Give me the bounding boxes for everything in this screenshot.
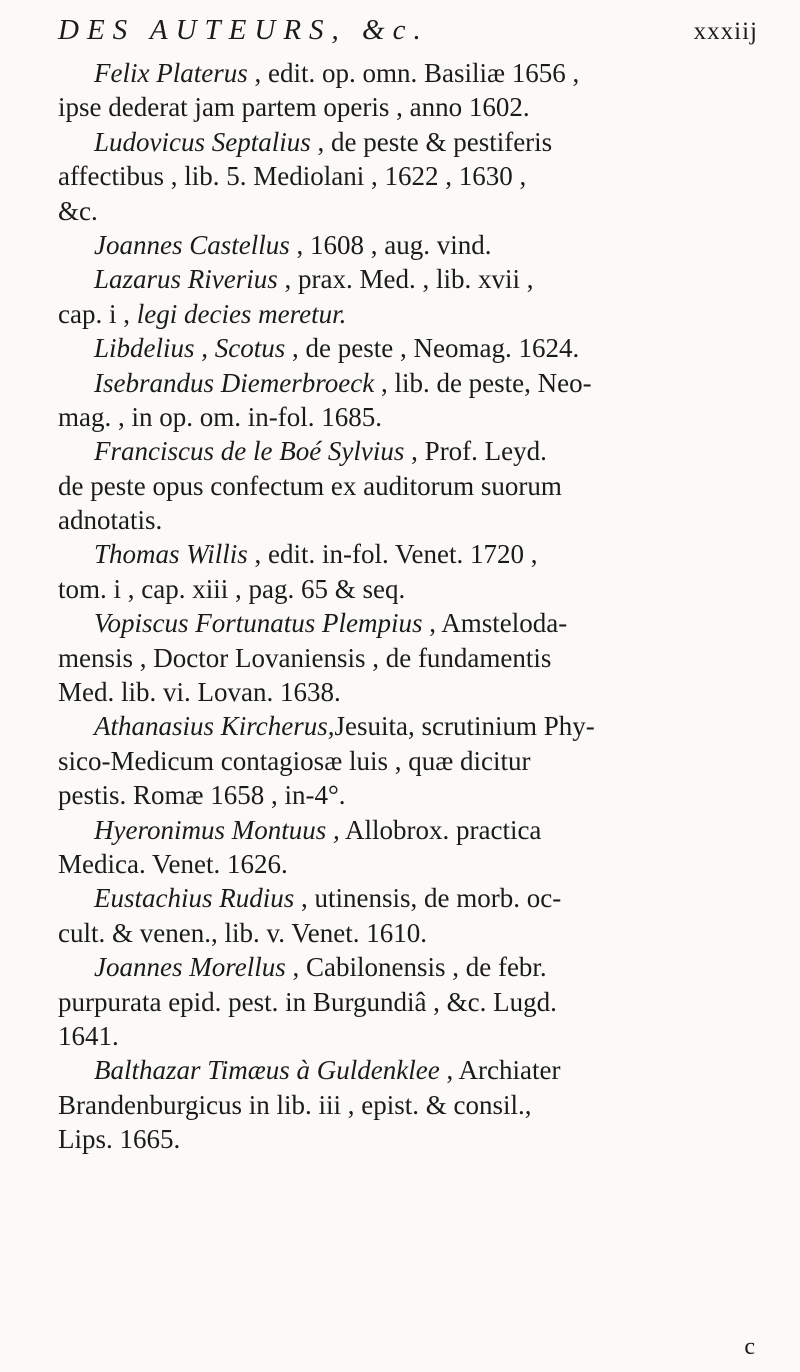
text-line <box>58 159 778 193</box>
text-line <box>58 1053 778 1087</box>
citation-text: Medica. Venet. 1626. <box>58 848 288 879</box>
citation-text: , edit. in-fol. Venet. 1720 , <box>247 539 538 570</box>
citation-text: tom. i , cap. xiii , pag. 65 & seq. <box>58 573 406 604</box>
text-line <box>58 400 778 434</box>
author-name: Ludovicus Septalius <box>94 126 311 157</box>
citation-text: , utinensis, de morb. oc- <box>294 883 562 914</box>
text-line <box>58 537 778 571</box>
text-line <box>58 709 778 743</box>
author-name: Balthazar Timæus à Guldenklee <box>94 1055 440 1086</box>
author-name: Franciscus de le Boé Sylvius <box>94 436 405 467</box>
author-name: Hyeronimus Montuus , <box>94 814 340 845</box>
citation-text: , de peste & pestiferis <box>310 126 553 157</box>
text-line <box>58 572 778 606</box>
citation-text: , de peste , Neomag. 1624. <box>285 333 580 364</box>
author-name: Joannes Castellus <box>94 229 290 260</box>
text-line <box>58 331 778 365</box>
running-title: DES AUTEURS, &c. <box>58 14 429 46</box>
author-name: Athanasius Kircherus, <box>94 711 335 742</box>
citation-text: , prax. Med. , lib. xvii , <box>277 264 534 295</box>
signature-mark: c <box>744 1334 755 1360</box>
citation-text: , lib. de peste, Neo- <box>374 367 592 398</box>
citation-text: sico-Medicum contagiosæ luis , quæ dicitur <box>58 745 531 776</box>
text-line <box>58 56 778 90</box>
author-name: Joannes Morellus <box>94 952 286 983</box>
citation-text: Allobrox. practica <box>339 814 542 845</box>
text-line <box>58 503 778 537</box>
citation-text: de peste opus confectum ex auditorum suorum <box>58 470 562 501</box>
text-line <box>58 847 778 881</box>
text-line <box>58 641 778 675</box>
author-name: Vopiscus Fortunatus Plempius <box>94 608 423 639</box>
citation-text: , Archiater <box>439 1055 561 1086</box>
citation-text: purpurata epid. pest. in Burgundiâ , &c. Lugd. <box>58 986 557 1017</box>
bibliography-text <box>58 56 778 1157</box>
author-name: Thomas Willis <box>94 539 248 570</box>
author-name: Libdelius , Scotus <box>94 333 286 364</box>
text-line <box>58 1122 778 1156</box>
citation-text: cult. & venen., lib. v. Venet. 1610. <box>58 917 427 948</box>
text-line <box>58 1019 778 1053</box>
author-name: Felix Platerus <box>94 58 248 88</box>
text-line <box>58 950 778 984</box>
citation-text: cap. i , <box>58 298 137 329</box>
author-name: legi decies meretur. <box>136 298 347 329</box>
text-line <box>58 90 778 124</box>
text-line <box>58 813 778 847</box>
citation-text: Jesuita, scrutinium Phy- <box>334 711 595 742</box>
citation-text: Lips. 1665. <box>58 1124 181 1155</box>
text-line <box>58 194 778 228</box>
text-line <box>58 228 778 262</box>
text-line <box>58 262 778 296</box>
citation-text: Brandenburgicus in lib. iii , epist. & consil., <box>58 1089 532 1120</box>
text-line <box>58 744 778 778</box>
citation-text: , Cabilonensis , de febr. <box>285 952 547 983</box>
text-line <box>58 606 778 640</box>
text-line <box>58 469 778 503</box>
citation-text: adnotatis. <box>58 505 163 536</box>
citation-text: ipse dederat jam partem operis , anno 1602. <box>58 92 530 123</box>
citation-text: Med. lib. vi. Lovan. 1638. <box>58 677 341 708</box>
citation-text: , edit. op. omn. Basiliæ 1656 , <box>247 58 580 88</box>
citation-text: pestis. Romæ 1658 , in-4°. <box>58 780 346 811</box>
author-name: Eustachius Rudius <box>94 883 295 914</box>
citation-text: , Prof. Leyd. <box>404 436 547 467</box>
citation-text: , Amsteloda- <box>422 608 568 639</box>
citation-text: mag. , in op. om. in-fol. 1685. <box>58 401 382 432</box>
citation-text: affectibus , lib. 5. Mediolani , 1622 , 1630 , <box>58 161 527 192</box>
text-line <box>58 916 778 950</box>
text-line <box>58 366 778 400</box>
citation-text: &c. <box>58 195 98 226</box>
citation-text: , 1608 , aug. vind. <box>289 229 492 260</box>
running-header <box>58 14 758 50</box>
text-line <box>58 125 778 159</box>
text-line <box>58 985 778 1019</box>
author-name: Isebrandus Diemerbroeck <box>94 367 375 398</box>
text-line <box>58 297 778 331</box>
text-line <box>58 778 778 812</box>
text-line <box>58 434 778 468</box>
citation-text: 1641. <box>58 1020 119 1051</box>
text-line <box>58 675 778 709</box>
author-name: Lazarus Riverius <box>94 264 278 295</box>
page-number: xxxiij <box>693 18 758 45</box>
citation-text: mensis , Doctor Lovaniensis , de fundamentis <box>58 642 552 673</box>
text-line <box>58 881 778 915</box>
text-line <box>58 1088 778 1122</box>
